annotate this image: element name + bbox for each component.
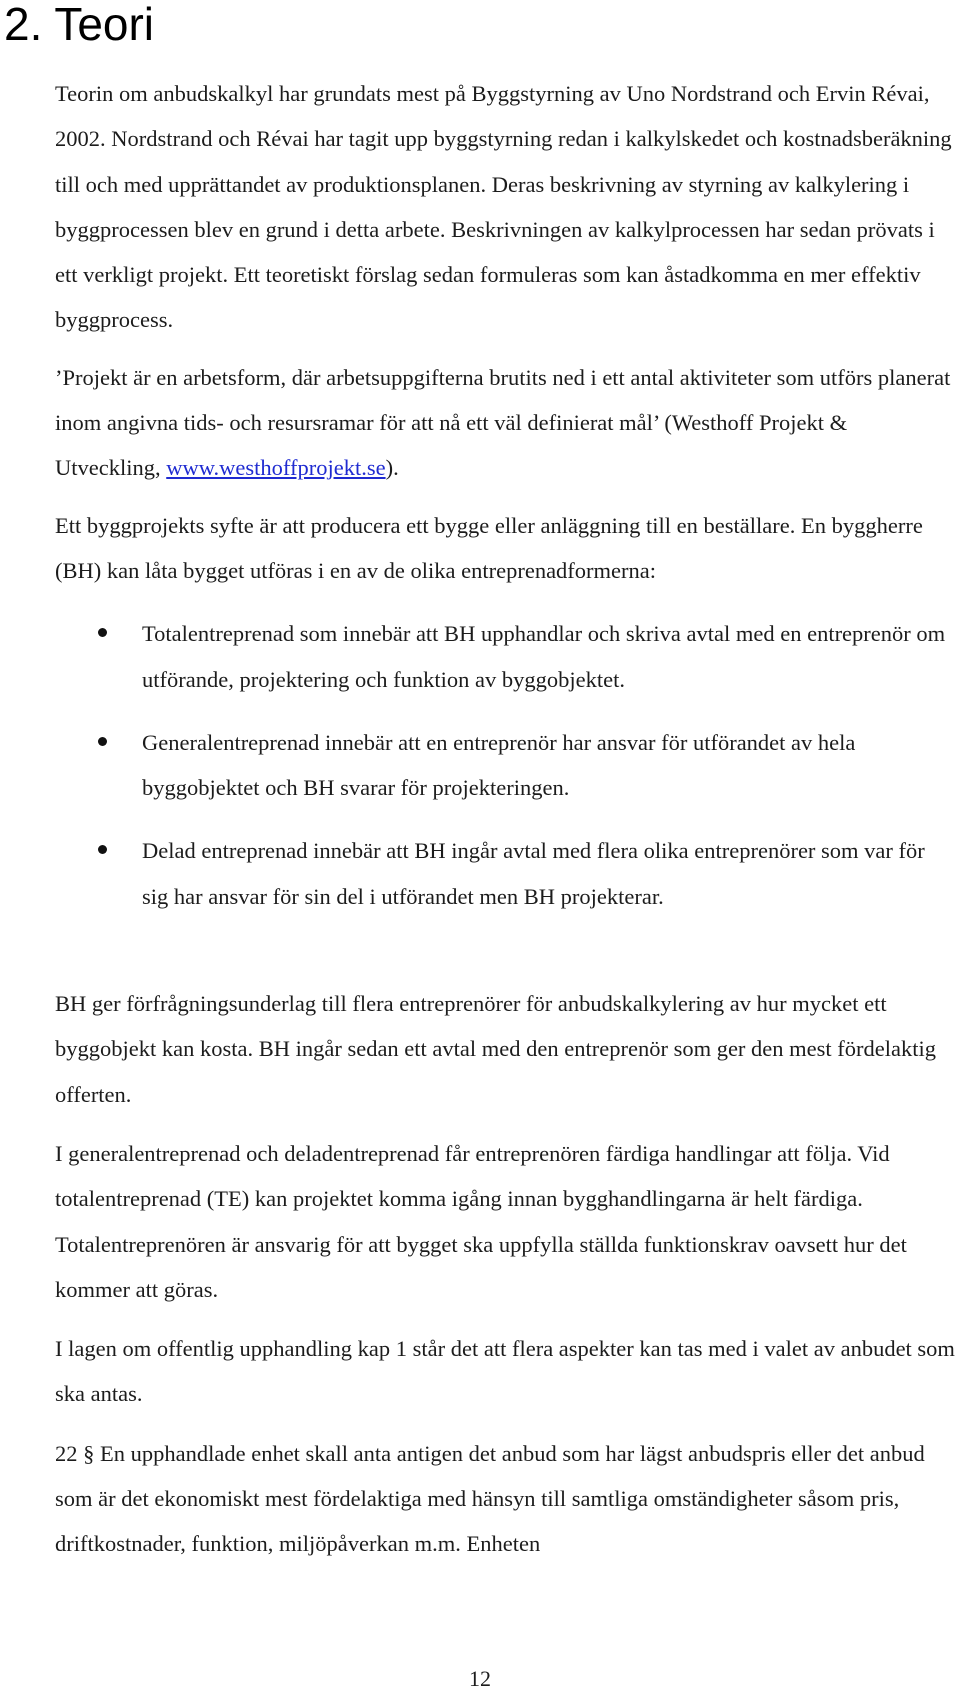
list-item-totalentreprenad [55, 611, 955, 702]
procurement-law-paragraph: I lagen om offentlig upphandling kap 1 står det att flera aspekter kan tas med i valet av anbudet som ska antas. [55, 1336, 955, 1407]
list-item-text: Generalentreprenad innebär att en entreprenör har ansvar för utförandet av hela byggobjektet och BH svarar för projekteringen. [142, 729, 856, 801]
quote-text-end: ). [385, 455, 399, 481]
tender-paragraph: BH ger förfrågningsunderlag till flera entreprenörer för anbudskalkylering av hur mycket ett byggobjekt kan kosta. BH ingår sedan ett avtal med den entreprenör som ger den mest fördelaktig offerten. [55, 991, 936, 1107]
quote-text: ’Projekt är en arbetsform, där arbetsuppgifterna brutits ned i ett antal aktiviteter som utförs planerat inom angivna tids- och resursramar för att nå ett väl definierat mål’ (Westhoff Projekt & Utveckling, [55, 364, 951, 481]
contract-types-paragraph: I generalentreprenad och deladentreprenad får entreprenören färdiga handlingar att följa. Vid totalentreprenad (TE) kan projektet komma igång innan bygghandlingarna är helt färdiga. Totalentreprenören är ansvarig för att bygget ska uppfylla ställda funktionskrav oavsett hur det kommer att göras. [55, 1140, 907, 1302]
document-body [55, 71, 955, 1567]
bullet-icon [98, 845, 107, 854]
list-item-delad-entreprenad [55, 828, 955, 919]
intro-paragraph: Teorin om anbudskalkyl har grundats mest på Byggstyrning av Uno Nordstrand och Ervin Révai, 2002. Nordstrand och Révai har tagit upp byggstyrning redan i kalkylskedet och kostnadsberäkning till och med upprättandet av produktionsplanen. Deras beskrivning av styrning av kalkylering i byggprocessen blev en grund i detta arbete. Beskrivningen av kalkylprocessen har sedan prövats i ett verkligt projekt. Ett teoretiskt förslag sedan formuleras som kan åstadkomma en mer effektiv byggprocess. [55, 81, 952, 333]
list-item-text: Delad entreprenad innebär att BH ingår avtal med flera olika entreprenörer som var för sig har ansvar för sin del i utförandet men BH projekterar. [142, 838, 925, 909]
list-item-text: Totalentreprenad som innebär att BH upphandlar och skriva avtal med en entreprenör om utförande, projektering och funktion av byggobjektet. [142, 621, 946, 692]
contract-forms-lead: Ett byggprojekts syfte är att producera ett bygge eller anläggning till en beställare. En byggherre (BH) kan låta bygget utföras i en av de olika entreprenadformerna: [55, 512, 923, 583]
bullet-icon [98, 628, 107, 637]
contract-forms-list [55, 611, 955, 919]
section-heading: 2. Teori [4, 0, 155, 50]
westhoff-link[interactable]: www.westhoffprojekt.se [166, 455, 386, 481]
bullet-icon [98, 737, 107, 746]
list-item-generalentreprenad [55, 720, 955, 811]
project-definition-quote [55, 355, 955, 491]
page-number: 12 [469, 1666, 491, 1691]
law-section-22-paragraph: 22 § En upphandlade enhet skall anta antigen det anbud som har lägst anbudspris eller det anbud som är det ekonomiskt mest fördelaktiga med hänsyn till samtliga omständigheter såsom pris, driftkostnader, funktion, miljöpåverkan m.m. Enheten [55, 1440, 925, 1557]
